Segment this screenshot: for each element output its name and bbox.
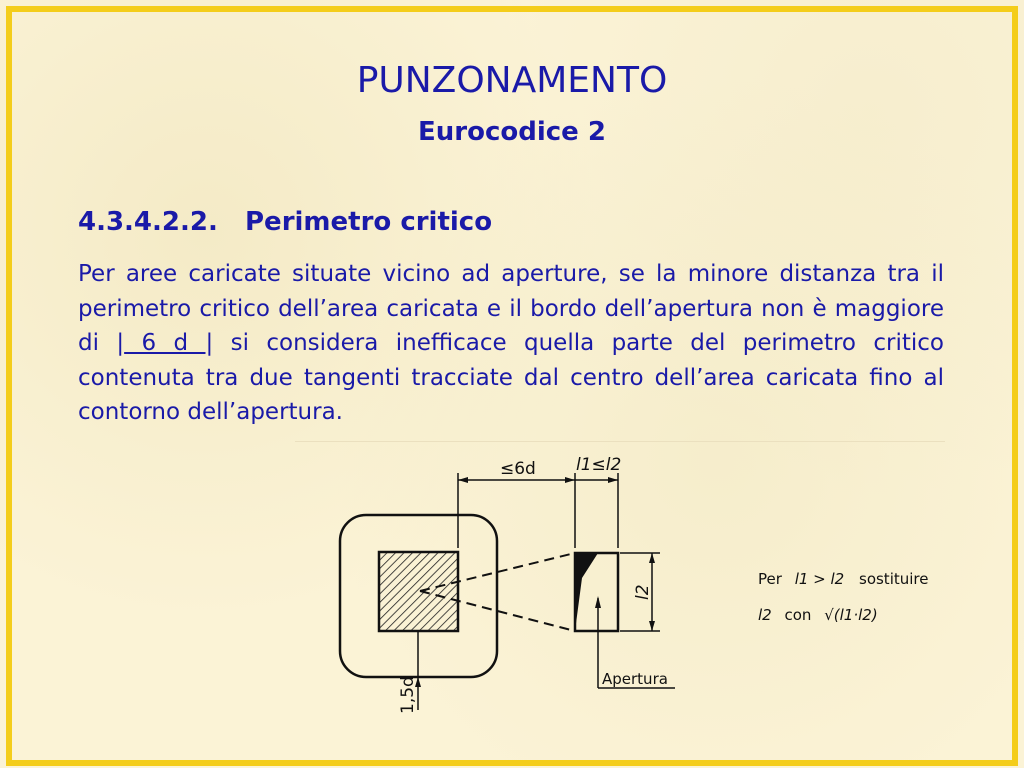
slide-title: PUNZONAMENTO — [356, 60, 668, 101]
body-text-after: | si considera inefficace quella parte del perimetro critico contenuta tra due tangenti tracciate dal centro dell’area caricata fino al contorno dell’apertura. — [78, 330, 944, 425]
loaded-area — [379, 552, 458, 631]
opening-label: Apertura — [602, 670, 668, 688]
divider-line — [295, 441, 945, 442]
body-text-before: Per aree caricate situate vicino ad aperture, se la minore distanza tra il perimetro critico dell’area caricata e il bordo dell’apertura non è maggiore di | — [78, 261, 944, 356]
slide-subtitle: Eurocodice 2 — [418, 117, 606, 147]
arrow-head — [565, 477, 575, 483]
note-relation: l1 > l2 — [794, 570, 845, 588]
body-paragraph — [78, 257, 944, 430]
section-number: 4.3.4.2.2. — [78, 207, 218, 237]
dim-label-1-5d: 1,5d — [398, 676, 418, 714]
arrow-head — [649, 553, 655, 563]
note-expression: √(l1·l2) — [824, 606, 878, 624]
note-variable: l2 — [758, 606, 772, 624]
note-word: con — [784, 606, 812, 624]
note-line-2 — [758, 606, 878, 624]
arrow-head — [608, 477, 618, 483]
dim-label-l2: l2 — [633, 584, 653, 600]
ineffective-perimeter-wedge — [575, 553, 598, 631]
dim-label-l1-l2: l1≤l2 — [576, 455, 622, 475]
section-title: Perimetro critico — [245, 207, 493, 237]
critical-perimeter-diagram — [330, 448, 950, 728]
section-heading — [78, 207, 492, 237]
note-line-1 — [758, 570, 928, 588]
arrow-head — [649, 621, 655, 631]
distance-value: 6 d — [124, 330, 206, 356]
arrow-head — [458, 477, 468, 483]
dim-label-6d: ≤6d — [500, 459, 536, 479]
note-suffix: sostituire — [859, 570, 929, 588]
arrow-head — [595, 596, 601, 608]
note-prefix: Per — [758, 570, 782, 588]
